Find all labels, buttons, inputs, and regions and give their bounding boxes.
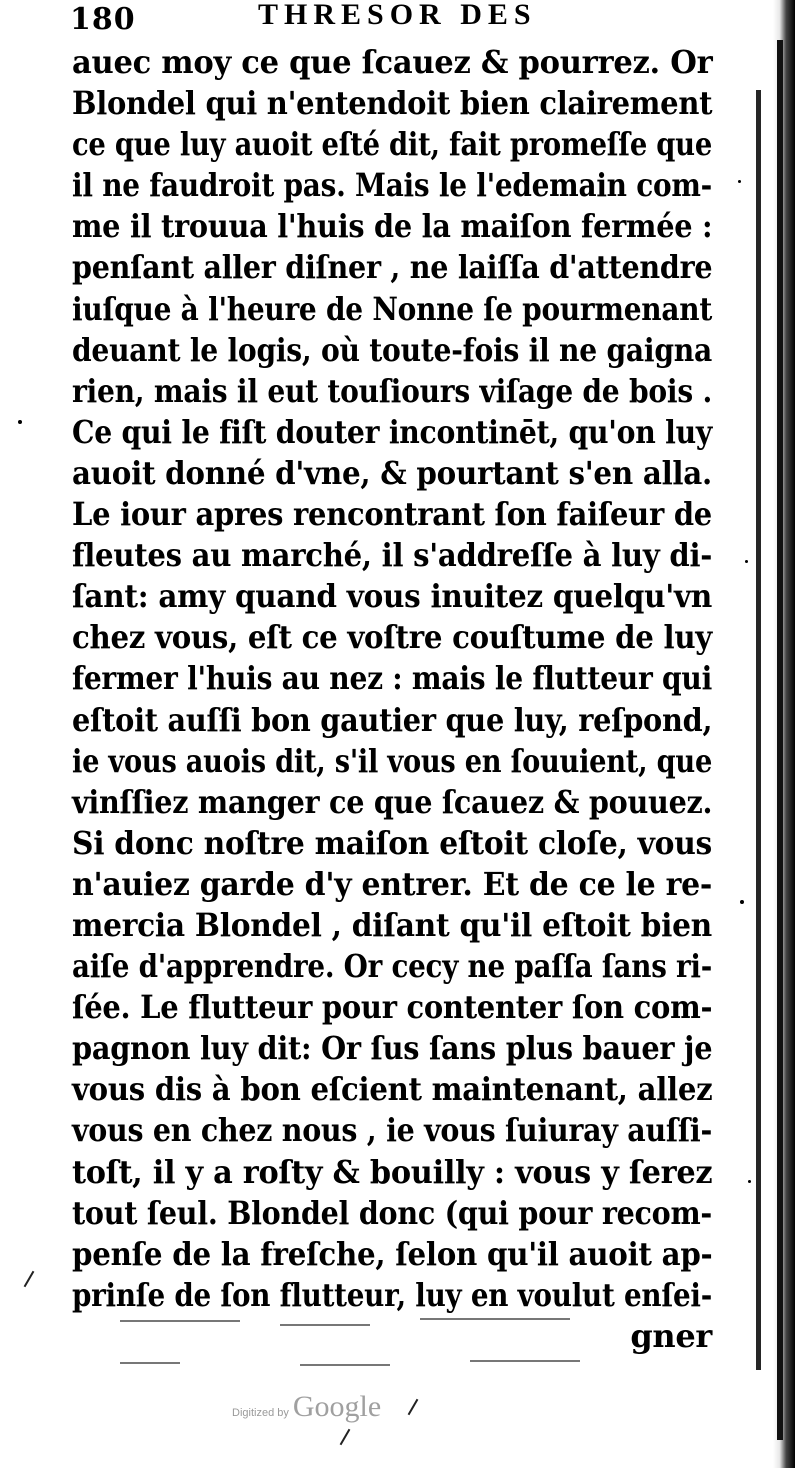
text-line: tout ſeul. Blondel donc (qui pour recom- (72, 1193, 712, 1232)
text-line: vous dis à bon eſcient maintenant, allez (72, 1070, 713, 1109)
ink-speck (738, 180, 741, 183)
text-line: aiſe d'apprendre. Or cecy ne paſſa ſans ri- (72, 947, 713, 986)
text-line: fleutes au marché, il s'addreſſe à luy di- (72, 536, 713, 575)
text-line: auoit donné d'vne, & pourtant s'en alla. (72, 453, 712, 492)
text-line: eſtoit auſſi bon gautier que luy, reſpond, (72, 700, 713, 739)
text-line: il ne faudroit pas. Mais le l'edemain com- (72, 166, 712, 205)
ink-stroke (24, 1271, 35, 1288)
watermark-prefix: Digitized by (232, 1407, 289, 1419)
text-line: me il trouua l'huis de la maiſon fermée : (72, 207, 713, 246)
scan-streak (756, 90, 761, 1370)
text-line: Le iour apres rencontrant ſon faiſeur de (72, 495, 712, 534)
text-line: penſant aller diſner , ne laiſſa d'attendre (72, 248, 713, 287)
text-line: Si donc noſtre maiſon eſtoit cloſe, vous (72, 823, 713, 862)
running-title: THRESOR DES (258, 0, 537, 31)
text-line: iuſque à l'heure de Nonne ſe pourmenant (72, 289, 712, 328)
text-line: ce que luy auoit eſté dit, fait promeſſe que (72, 125, 712, 164)
text-line: pagnon luy dit: Or ſus ſans plus bauer je (72, 1029, 713, 1068)
faded-line (120, 1362, 180, 1364)
catchword: gner (630, 1316, 712, 1355)
ink-stroke (408, 1399, 419, 1416)
scan-streak (777, 40, 783, 1440)
text-line: auec moy ce que ſcauez & pourrez. Or (72, 43, 713, 81)
faded-line (280, 1324, 370, 1326)
text-line: vinſſiez manger ce que ſcauez & pouuez. (72, 782, 713, 821)
text-line: n'auiez garde d'y entrer. Et de ce le re- (72, 864, 713, 903)
text-line: ſant: amy quand vous inuitez quelqu'vn (72, 577, 713, 616)
text-line: rien, mais il eut touſiours viſage de bois . (72, 371, 712, 410)
ink-speck (748, 1180, 751, 1183)
text-line: ſée. Le flutteur pour contenter ſon com- (72, 988, 713, 1027)
text-line: vous en chez nous , ie vous ſuiuray auſſi- (72, 1111, 713, 1150)
faded-line (470, 1360, 580, 1362)
text-line: Blondel qui n'entendoit bien clairement (72, 84, 713, 123)
text-line: prinſe de ſon flutteur, luy en voulut enſei- (72, 1275, 713, 1314)
running-header (60, 0, 720, 40)
text-line: toſt, il y a roſty & bouilly : vous y ſerez (72, 1152, 713, 1191)
ink-speck (745, 560, 748, 563)
ink-stroke (340, 1429, 351, 1446)
faded-line (420, 1318, 570, 1320)
body-text (72, 42, 712, 1357)
text-line: Ce qui le fiſt douter incontinēt, qu'on luy (72, 412, 713, 451)
text-line: fermer l'huis au nez : mais le flutteur qui (72, 659, 712, 698)
text-line: penſe de la freſche, ſelon qu'il auoit ap- (72, 1234, 713, 1273)
faded-line (120, 1320, 240, 1322)
text-line: mercia Blondel , diſant qu'il eſtoit bien (72, 905, 712, 944)
ink-speck (740, 900, 744, 904)
text-line: chez vous, eſt ce voſtre couſtume de luy (72, 618, 713, 657)
digitized-watermark (232, 1390, 381, 1430)
text-line: deuant le logis, où toute-fois il ne gaigna (72, 330, 712, 369)
text-line: ie vous auois dit, s'il vous en ſouuient, que (72, 741, 713, 780)
google-logo: Google (292, 1390, 382, 1423)
faded-line (300, 1364, 390, 1366)
page-number: 180 (70, 2, 136, 37)
ink-speck (18, 420, 22, 424)
